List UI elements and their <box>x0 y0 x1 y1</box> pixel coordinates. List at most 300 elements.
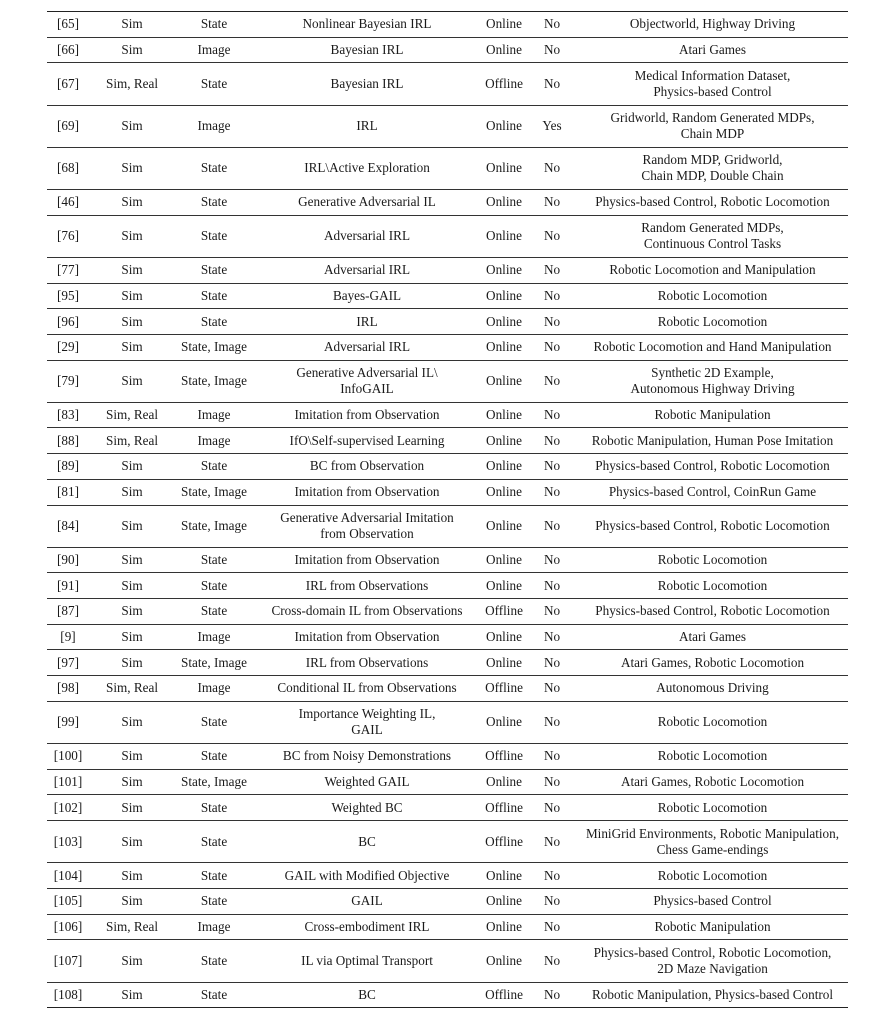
environments-line: Physics-based Control, Robotic Locomotion <box>595 518 830 534</box>
method-line: IRL <box>356 118 378 134</box>
cell-method <box>253 769 481 795</box>
method-line: IfO\Self-supervised Learning <box>289 432 445 448</box>
cell-domain <box>89 547 175 573</box>
environments-line: Atari Games <box>678 42 746 58</box>
cell-reference <box>47 599 89 625</box>
cell-domain <box>89 334 175 360</box>
flag-text: No <box>543 228 561 244</box>
cell-domain <box>89 189 175 215</box>
method-line: IRL <box>356 313 378 329</box>
cell-reference <box>47 63 89 105</box>
cell-method <box>253 147 481 189</box>
cell-flag <box>527 573 577 599</box>
flag-text: No <box>543 714 561 730</box>
cell-observation <box>175 63 253 105</box>
flag-text: No <box>543 458 561 474</box>
cell-environments <box>577 505 848 547</box>
domain-text: Sim, Real <box>105 407 159 423</box>
method-line: GAIL <box>351 722 383 738</box>
domain-text: Sim <box>121 833 143 849</box>
cell-domain <box>89 650 175 676</box>
method-line: GAIL with Modified Objective <box>284 867 450 883</box>
observation-text: Image <box>197 629 231 645</box>
cell-observation <box>175 454 253 480</box>
cell-flag <box>527 769 577 795</box>
ref-text: [68] <box>57 160 79 176</box>
cell-mode <box>481 428 527 454</box>
ref-text: [65] <box>57 16 79 32</box>
cell-reference <box>47 573 89 599</box>
table-row <box>47 402 848 428</box>
cell-method <box>253 888 481 914</box>
table-row <box>47 334 848 360</box>
ref-text: [97] <box>57 654 79 670</box>
observation-text: State <box>200 262 228 278</box>
method-line: GAIL <box>351 893 383 909</box>
cell-domain <box>89 309 175 335</box>
table-row <box>47 309 848 335</box>
table-row <box>47 863 848 889</box>
cell-domain <box>89 428 175 454</box>
cell-method <box>253 795 481 821</box>
method-line: Generative Adversarial IL <box>298 194 436 210</box>
cell-environments <box>577 982 848 1008</box>
cell-domain <box>89 599 175 625</box>
observation-text: State <box>200 552 228 568</box>
table-row <box>47 573 848 599</box>
flag-text: No <box>543 373 561 389</box>
cell-mode <box>481 479 527 505</box>
cell-reference <box>47 215 89 257</box>
cell-reference <box>47 795 89 821</box>
cell-observation <box>175 769 253 795</box>
domain-text: Sim <box>121 42 143 58</box>
method-line: IRL from Observations <box>305 577 429 593</box>
ref-text: [100] <box>53 748 83 764</box>
cell-method <box>253 334 481 360</box>
table-row <box>47 63 848 105</box>
flag-text: No <box>543 75 561 91</box>
flag-text: No <box>543 867 561 883</box>
environments-line: Robotic Manipulation <box>654 918 771 934</box>
mode-text: Offline <box>485 680 523 696</box>
cell-environments <box>577 63 848 105</box>
cell-observation <box>175 402 253 428</box>
cell-flag <box>527 505 577 547</box>
observation-text: Image <box>197 118 231 134</box>
table-row <box>47 982 848 1008</box>
cell-reference <box>47 309 89 335</box>
mode-text: Online <box>486 629 522 645</box>
cell-reference <box>47 676 89 702</box>
domain-text: Sim, Real <box>105 680 159 696</box>
environments-line: Robotic Locomotion <box>657 867 768 883</box>
environments-line: Physics-based Control, Robotic Locomotion <box>595 458 830 474</box>
cell-environments <box>577 888 848 914</box>
mode-text: Online <box>486 518 522 534</box>
ref-text: [29] <box>57 339 79 355</box>
environments-line: Robotic Locomotion <box>657 714 768 730</box>
observation-text: Image <box>197 680 231 696</box>
table-row <box>47 940 848 982</box>
observation-text: State, Image <box>181 774 247 790</box>
cell-reference <box>47 189 89 215</box>
method-line: Generative Adversarial Imitation <box>280 510 454 526</box>
cell-mode <box>481 573 527 599</box>
table-row <box>47 105 848 147</box>
cell-reference <box>47 105 89 147</box>
flag-text: No <box>543 748 561 764</box>
method-line: Importance Weighting IL, <box>298 706 436 722</box>
mode-text: Online <box>486 16 522 32</box>
method-line: Bayesian IRL <box>330 42 404 58</box>
method-line: Cross-embodiment IRL <box>304 918 430 934</box>
cell-mode <box>481 624 527 650</box>
domain-text: Sim <box>121 893 143 909</box>
environments-line: MiniGrid Environments, Robotic Manipulation, <box>585 825 840 841</box>
method-line: BC from Noisy Demonstrations <box>282 748 452 764</box>
cell-observation <box>175 37 253 63</box>
environments-line: Robotic Locomotion <box>657 799 768 815</box>
domain-text: Sim <box>121 313 143 329</box>
cell-observation <box>175 12 253 38</box>
cell-flag <box>527 454 577 480</box>
cell-observation <box>175 428 253 454</box>
flag-text: No <box>543 603 561 619</box>
flag-text: No <box>543 160 561 176</box>
ref-text: [108] <box>53 986 83 1002</box>
flag-text: No <box>543 774 561 790</box>
environments-line: Robotic Locomotion <box>657 287 768 303</box>
flag-text: No <box>543 194 561 210</box>
mode-text: Online <box>486 118 522 134</box>
cell-observation <box>175 334 253 360</box>
table-row <box>47 454 848 480</box>
cell-mode <box>481 982 527 1008</box>
flag-text: No <box>543 680 561 696</box>
method-line: Imitation from Observation <box>294 484 440 500</box>
cell-environments <box>577 650 848 676</box>
cell-flag <box>527 701 577 743</box>
cell-method <box>253 63 481 105</box>
ref-text: [79] <box>57 373 79 389</box>
methods-table <box>47 11 848 1008</box>
cell-mode <box>481 215 527 257</box>
cell-observation <box>175 479 253 505</box>
ref-text: [98] <box>57 680 79 696</box>
mode-text: Offline <box>485 986 523 1002</box>
table-row <box>47 599 848 625</box>
cell-mode <box>481 283 527 309</box>
cell-environments <box>577 147 848 189</box>
cell-mode <box>481 37 527 63</box>
cell-flag <box>527 105 577 147</box>
cell-reference <box>47 547 89 573</box>
domain-text: Sim <box>121 16 143 32</box>
cell-observation <box>175 676 253 702</box>
cell-environments <box>577 334 848 360</box>
cell-domain <box>89 821 175 863</box>
flag-text: No <box>543 918 561 934</box>
cell-environments <box>577 12 848 38</box>
table-row <box>47 12 848 38</box>
observation-text: State, Image <box>181 518 247 534</box>
cell-observation <box>175 360 253 402</box>
cell-environments <box>577 454 848 480</box>
cell-mode <box>481 795 527 821</box>
table-row <box>47 283 848 309</box>
cell-flag <box>527 863 577 889</box>
table-row <box>47 744 848 770</box>
cell-method <box>253 914 481 940</box>
observation-text: State <box>200 603 228 619</box>
domain-text: Sim <box>121 654 143 670</box>
observation-text: State <box>200 799 228 815</box>
mode-text: Offline <box>485 833 523 849</box>
cell-mode <box>481 257 527 283</box>
cell-observation <box>175 147 253 189</box>
cell-domain <box>89 454 175 480</box>
cell-method <box>253 650 481 676</box>
mode-text: Online <box>486 714 522 730</box>
cell-observation <box>175 573 253 599</box>
cell-reference <box>47 821 89 863</box>
cell-observation <box>175 547 253 573</box>
observation-text: Image <box>197 918 231 934</box>
cell-flag <box>527 37 577 63</box>
cell-observation <box>175 744 253 770</box>
table-row <box>47 147 848 189</box>
cell-observation <box>175 215 253 257</box>
ref-text: [84] <box>57 518 79 534</box>
domain-text: Sim <box>121 748 143 764</box>
cell-flag <box>527 795 577 821</box>
cell-flag <box>527 309 577 335</box>
cell-mode <box>481 599 527 625</box>
cell-mode <box>481 650 527 676</box>
cell-domain <box>89 360 175 402</box>
cell-flag <box>527 334 577 360</box>
cell-domain <box>89 105 175 147</box>
cell-observation <box>175 940 253 982</box>
cell-observation <box>175 283 253 309</box>
domain-text: Sim <box>121 774 143 790</box>
flag-text: No <box>543 432 561 448</box>
cell-environments <box>577 701 848 743</box>
cell-environments <box>577 863 848 889</box>
method-line: Adversarial IRL <box>323 262 411 278</box>
cell-reference <box>47 505 89 547</box>
ref-text: [105] <box>53 893 83 909</box>
cell-domain <box>89 402 175 428</box>
cell-reference <box>47 982 89 1008</box>
observation-text: Image <box>197 432 231 448</box>
cell-observation <box>175 888 253 914</box>
cell-method <box>253 189 481 215</box>
cell-method <box>253 744 481 770</box>
flag-text: Yes <box>542 118 562 134</box>
environments-line: Chess Game-endings <box>656 841 769 857</box>
mode-text: Online <box>486 42 522 58</box>
table-row <box>47 650 848 676</box>
cell-environments <box>577 573 848 599</box>
cell-flag <box>527 147 577 189</box>
method-line: IL via Optimal Transport <box>301 952 433 968</box>
cell-method <box>253 505 481 547</box>
cell-environments <box>577 479 848 505</box>
cell-domain <box>89 744 175 770</box>
environments-line: Atari Games, Robotic Locomotion <box>620 774 805 790</box>
table-row <box>47 479 848 505</box>
cell-domain <box>89 12 175 38</box>
observation-text: State <box>200 952 228 968</box>
cell-reference <box>47 334 89 360</box>
domain-text: Sim <box>121 603 143 619</box>
observation-text: State <box>200 458 228 474</box>
cell-flag <box>527 744 577 770</box>
table-row <box>47 360 848 402</box>
cell-reference <box>47 769 89 795</box>
cell-environments <box>577 676 848 702</box>
method-line: Imitation from Observation <box>294 629 440 645</box>
cell-method <box>253 105 481 147</box>
cell-environments <box>577 189 848 215</box>
cell-method <box>253 37 481 63</box>
environments-line: Autonomous Highway Driving <box>630 381 795 397</box>
mode-text: Online <box>486 774 522 790</box>
cell-flag <box>527 360 577 402</box>
environments-line: Physics-based Control <box>653 893 772 909</box>
cell-environments <box>577 599 848 625</box>
flag-text: No <box>543 16 561 32</box>
cell-flag <box>527 914 577 940</box>
mode-text: Online <box>486 194 522 210</box>
flag-text: No <box>543 986 561 1002</box>
cell-method <box>253 428 481 454</box>
cell-domain <box>89 624 175 650</box>
cell-method <box>253 215 481 257</box>
cell-domain <box>89 888 175 914</box>
domain-text: Sim, Real <box>105 918 159 934</box>
ref-text: [67] <box>57 75 79 91</box>
table-row <box>47 821 848 863</box>
method-line: Generative Adversarial IL\ <box>296 365 438 381</box>
cell-environments <box>577 37 848 63</box>
cell-observation <box>175 982 253 1008</box>
table-row <box>47 189 848 215</box>
flag-text: No <box>543 833 561 849</box>
observation-text: State, Image <box>181 339 247 355</box>
domain-text: Sim <box>121 160 143 176</box>
flag-text: No <box>543 654 561 670</box>
environments-line: Physics-based Control, Robotic Locomotion <box>595 603 830 619</box>
environments-line: Robotic Locomotion and Manipulation <box>609 262 816 278</box>
cell-domain <box>89 37 175 63</box>
flag-text: No <box>543 629 561 645</box>
cell-flag <box>527 257 577 283</box>
environments-line: Random MDP, Gridworld, <box>642 152 783 168</box>
cell-environments <box>577 402 848 428</box>
mode-text: Online <box>486 262 522 278</box>
environments-line: Physics-based Control <box>653 83 772 99</box>
cell-domain <box>89 257 175 283</box>
environments-line: Robotic Locomotion <box>657 313 768 329</box>
ref-text: [106] <box>53 918 83 934</box>
observation-text: Image <box>197 407 231 423</box>
flag-text: No <box>543 893 561 909</box>
cell-method <box>253 701 481 743</box>
cell-domain <box>89 283 175 309</box>
cell-mode <box>481 105 527 147</box>
mode-text: Offline <box>485 75 523 91</box>
cell-method <box>253 479 481 505</box>
domain-text: Sim, Real <box>105 432 159 448</box>
environments-line: Robotic Locomotion <box>657 577 768 593</box>
cell-environments <box>577 940 848 982</box>
flag-text: No <box>543 287 561 303</box>
domain-text: Sim <box>121 986 143 1002</box>
mode-text: Online <box>486 654 522 670</box>
domain-text: Sim <box>121 577 143 593</box>
domain-text: Sim <box>121 484 143 500</box>
ref-text: [91] <box>57 577 79 593</box>
cell-method <box>253 547 481 573</box>
cell-environments <box>577 309 848 335</box>
mode-text: Online <box>486 228 522 244</box>
cell-method <box>253 402 481 428</box>
cell-flag <box>527 12 577 38</box>
cell-environments <box>577 360 848 402</box>
environments-line: Atari Games, Robotic Locomotion <box>620 654 805 670</box>
cell-flag <box>527 624 577 650</box>
environments-line: Robotic Locomotion <box>657 552 768 568</box>
method-line: Bayes-GAIL <box>332 287 402 303</box>
method-line: Nonlinear Bayesian IRL <box>302 16 432 32</box>
cell-reference <box>47 479 89 505</box>
cell-mode <box>481 940 527 982</box>
mode-text: Online <box>486 577 522 593</box>
cell-reference <box>47 624 89 650</box>
domain-text: Sim <box>121 339 143 355</box>
cell-reference <box>47 283 89 309</box>
table-row <box>47 428 848 454</box>
method-line: from Observation <box>320 526 414 542</box>
ref-text: [101] <box>53 774 83 790</box>
cell-mode <box>481 189 527 215</box>
cell-observation <box>175 189 253 215</box>
ref-text: [99] <box>57 714 79 730</box>
cell-flag <box>527 650 577 676</box>
cell-method <box>253 863 481 889</box>
cell-mode <box>481 914 527 940</box>
method-line: IRL from Observations <box>305 654 429 670</box>
ref-text: [96] <box>57 313 79 329</box>
environments-line: Robotic Locomotion <box>657 748 768 764</box>
mode-text: Online <box>486 458 522 474</box>
cell-reference <box>47 360 89 402</box>
flag-text: No <box>543 552 561 568</box>
table-row <box>47 701 848 743</box>
flag-text: No <box>543 577 561 593</box>
environments-line: Robotic Manipulation <box>654 407 771 423</box>
domain-text: Sim <box>121 952 143 968</box>
cell-mode <box>481 888 527 914</box>
cell-method <box>253 283 481 309</box>
environments-line: Physics-based Control, Robotic Locomotion, <box>593 944 832 960</box>
ref-text: [88] <box>57 432 79 448</box>
environments-line: Objectworld, Highway Driving <box>629 16 796 32</box>
cell-mode <box>481 547 527 573</box>
